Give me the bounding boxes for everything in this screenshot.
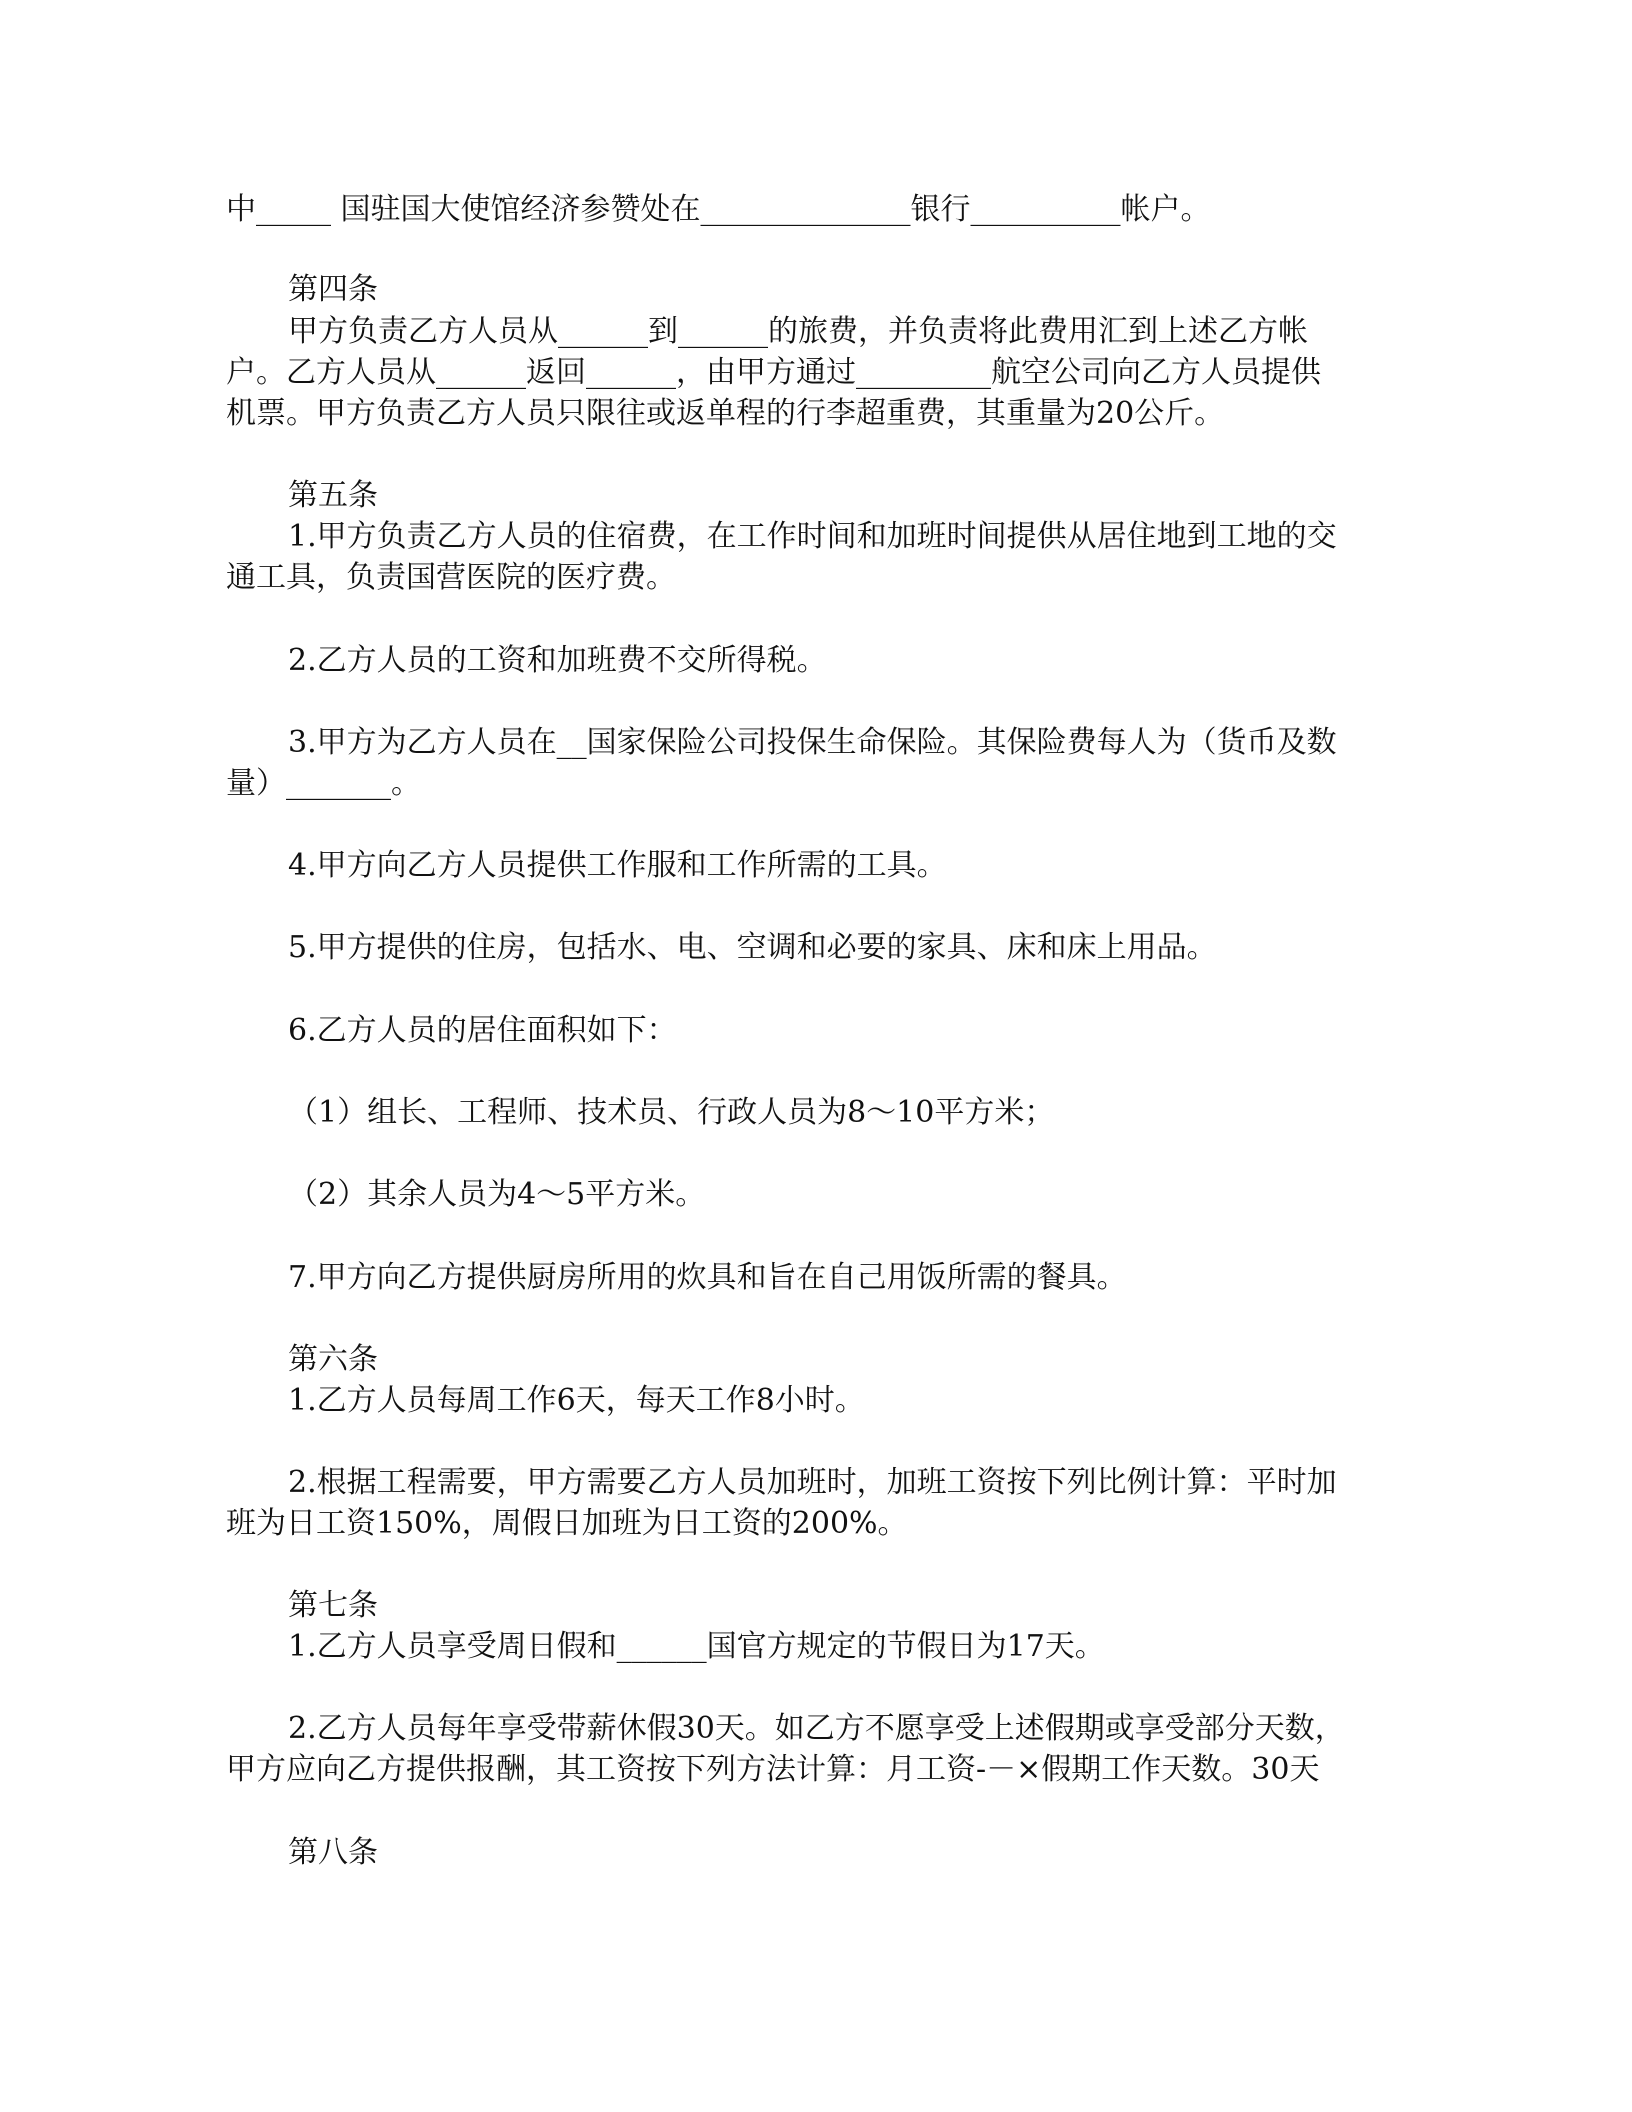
article-7-item-2-line-1: 2.乙方人员每年享受带薪休假30天。如乙方不愿享受上述假期或享受部分天数，: [288, 1711, 1345, 1746]
article-5-item-3-line-1: 3.甲方为乙方人员在__国家保险公司投保生命保险。其保险费每人为（货币及数: [288, 725, 1337, 760]
article-5-item-1-line-1: 1.甲方负责乙方人员的住宿费，在工作时间和加班时间提供从居住地到工地的交: [288, 519, 1337, 554]
article-5-item-2: 2.乙方人员的工资和加班费不交所得税。: [288, 643, 827, 678]
article-5-item-5: 5.甲方提供的住房，包括水、电、空调和必要的家具、床和床上用品。: [288, 930, 1217, 965]
article-6-item-1: 1.乙方人员每周工作6天，每天工作8小时。: [288, 1383, 865, 1418]
article-4-line-3: 机票。甲方负责乙方人员只限往或返单程的行李超重费，其重量为20公斤。: [226, 396, 1225, 431]
article-5-item-6-sub-1: （1）组长、工程师、技术员、行政人员为8～10平方米；: [288, 1095, 1055, 1130]
article-5-heading: 第五条: [288, 478, 378, 513]
article-6-item-2-line-2: 班为日工资150%，周假日加班为日工资的200%。: [226, 1506, 908, 1541]
article-5-item-4: 4.甲方向乙方人员提供工作服和工作所需的工具。: [288, 848, 947, 883]
article-5-item-7: 7.甲方向乙方提供厨房所用的炊具和旨在自己用饭所需的餐具。: [288, 1260, 1127, 1295]
text-line-account: 中_____ 国驻国大使馆经济参赞处在______________银行__________帐户。: [226, 192, 1211, 227]
article-4-line-2: 户。乙方人员从______返回______，由甲方通过_________航空公司向乙方人员提供: [226, 355, 1321, 390]
article-8-heading: 第八条: [288, 1835, 378, 1870]
article-7-item-2-line-2: 甲方应向乙方提供报酬，其工资按下列方法计算：月工资-－×假期工作天数。30天: [226, 1752, 1320, 1787]
article-4-line-1: 甲方负责乙方人员从______到______的旅费，并负责将此费用汇到上述乙方帐: [288, 314, 1308, 349]
article-6-item-2-line-1: 2.根据工程需要，甲方需要乙方人员加班时，加班工资按下列比例计算：平时加: [288, 1465, 1337, 1500]
article-5-item-6-sub-2: （2）其余人员为4～5平方米。: [288, 1177, 706, 1212]
article-7-item-1: 1.乙方人员享受周日假和______国官方规定的节假日为17天。: [288, 1629, 1105, 1664]
article-4-heading: 第四条: [288, 272, 378, 307]
article-7-heading: 第七条: [288, 1588, 378, 1623]
article-5-item-3-line-2: 量）_______。: [226, 766, 421, 801]
article-6-heading: 第六条: [288, 1342, 378, 1377]
article-5-item-6: 6.乙方人员的居住面积如下：: [288, 1013, 677, 1048]
article-5-item-1-line-2: 通工具，负责国营医院的医疗费。: [226, 560, 676, 595]
